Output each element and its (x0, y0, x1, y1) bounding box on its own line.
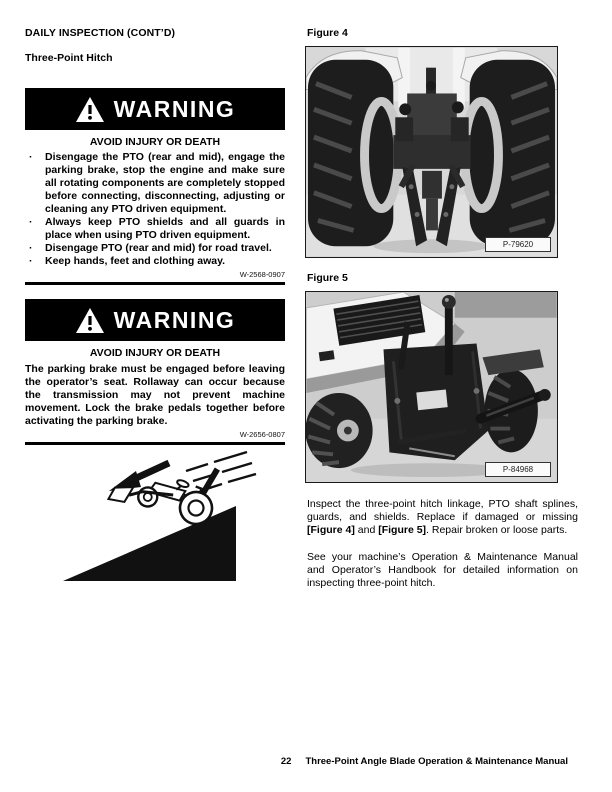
tractor-rear-hitch-photo (306, 47, 557, 257)
photo-code-label: P-79620 (485, 237, 551, 252)
warning-bullet: · Disengage PTO (rear and mid) for road travel. (25, 242, 285, 255)
figure5-label: Figure 5 (307, 272, 348, 284)
section-title: DAILY INSPECTION (CONT’D) (25, 27, 176, 39)
warning-title: WARNING (113, 95, 236, 122)
left-tire (306, 393, 373, 468)
figure5-reference: [Figure 5] (378, 524, 427, 537)
warning-heading: AVOID INJURY OR DEATH (89, 347, 221, 359)
hitch-linkage-photo (306, 292, 557, 482)
warning-body: The parking brake must be engaged before leaving the operator’s seat. Rollaway can occur because the transmission may not prevent machine movement. Lock the brake pedals together before activating the parking brake. (25, 363, 285, 427)
warning-heading: AVOID INJURY OR DEATH (89, 136, 221, 148)
warning-divider (25, 282, 285, 285)
figure5-photo (305, 291, 558, 483)
warning-triangle-icon (75, 96, 105, 123)
figure4-label: Figure 4 (307, 27, 348, 39)
see-manual-paragraph: See your machine’s Operation & Maintenance Manual and Operator’s Handbook for detailed information on inspecting three-point hitch. (307, 550, 578, 590)
paragraph-text: . Repair broken or loose parts. (426, 524, 568, 537)
warning-bullet-list (25, 151, 285, 268)
footer-manual-title: Three-Point Angle Blade Operation & Maintenance Manual (305, 756, 568, 767)
left-tire (308, 60, 398, 247)
warning-code: W-2656-0807 (239, 430, 285, 439)
paragraph-text: and (354, 524, 379, 537)
warning-bullet: · Disengage the PTO (rear and mid), engage the parking brake, stop the engine and make sure all rotating components are completely stopped before connecting, disconnecting, adjusting or cleaning any PTO driven equipment. (25, 151, 285, 216)
body-text (307, 498, 578, 590)
warning-header (25, 88, 285, 130)
page-footer (0, 756, 568, 767)
paragraph-text: Inspect the three-point hitch linkage, PTO shaft splines, guards, and shields. Replace if damaged or missing (307, 498, 578, 524)
page-number: 22 (280, 756, 292, 767)
warning-divider (25, 442, 285, 445)
warning-header (25, 299, 285, 341)
subsection-title: Three-Point Hitch (25, 52, 113, 64)
speed-lines (186, 452, 256, 491)
photo-code-label: P-84968 (485, 462, 551, 477)
rollaway-illustration (50, 448, 260, 590)
figure4-reference: [Figure 4] (307, 524, 355, 537)
right-tire (465, 60, 555, 247)
inspect-paragraph (307, 498, 578, 538)
warning-box-pto (25, 88, 285, 285)
warning-triangle-icon (75, 307, 105, 334)
warning-title: WARNING (113, 306, 236, 333)
figure4-photo (305, 46, 558, 258)
warning-bullet: · Always keep PTO shields and all guards in place when using PTO driven equipment. (25, 216, 285, 242)
warning-bullet: · Keep hands, feet and clothing away. (25, 255, 285, 268)
warning-box-parking-brake (25, 299, 285, 445)
warning-code: W-2568-0907 (239, 270, 285, 279)
tractor-rollaway-drawing (50, 448, 260, 590)
